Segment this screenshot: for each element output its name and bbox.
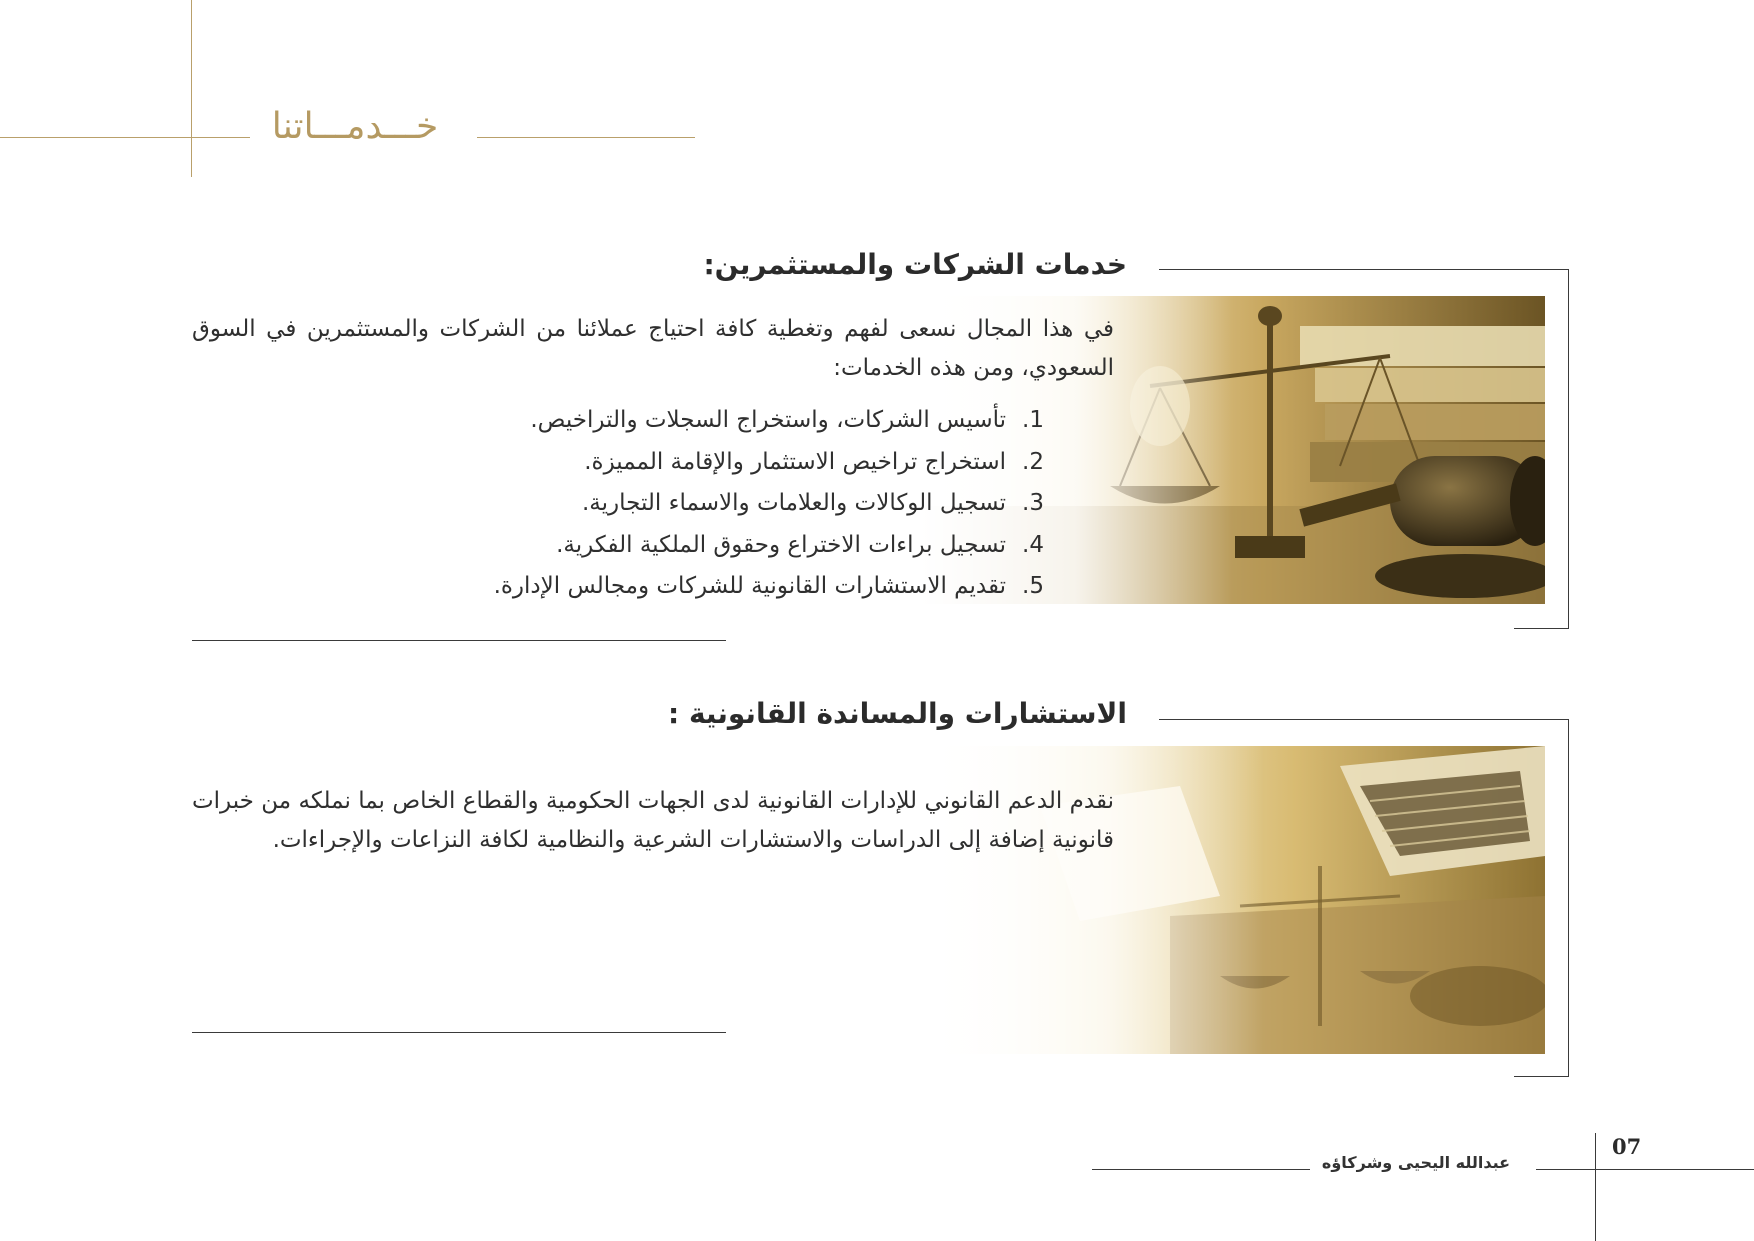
section2-title-rule: [1159, 719, 1569, 720]
page-number: 07: [1612, 1134, 1642, 1159]
list-item: [494, 400, 1044, 442]
page-heading: خـــدمـــاتنا: [271, 106, 439, 147]
section1-bottom-rule: [192, 640, 726, 641]
list-item: [494, 483, 1044, 525]
footer-vertical-rule: [1595, 1133, 1596, 1241]
section1-frame-bottom: [1514, 628, 1569, 629]
list-item-number: 3.: [1022, 490, 1044, 516]
section2-frame-vertical: [1568, 719, 1569, 1077]
section2-body: نقدم الدعم القانوني للإدارات القانونية لدى الجهات الحكومية والقطاع الخاص بما نملكه من خبرات قانونية إضافة إلى الدراسات والاستشارات الشرعية والنظامية لكافة النزاعات والإجراءات.: [192, 788, 1114, 853]
section1-title-rule: [1159, 269, 1569, 270]
header-vertical-rule: [191, 0, 192, 177]
list-item-text: تسجيل الوكالات والعلامات والاسماء التجارية.: [581, 490, 1006, 516]
list-item-text: تقديم الاستشارات القانونية للشركات ومجالس الإدارة.: [493, 573, 1006, 599]
list-item: [494, 566, 1044, 608]
footer-rule-right: [1536, 1169, 1754, 1170]
list-item-text: تسجيل براءات الاختراع وحقوق الملكية الفكرية.: [556, 531, 1006, 558]
footer-rule-left: [1092, 1169, 1310, 1170]
section1-title: خدمات الشركات والمستثمرين:: [703, 248, 1127, 281]
section1-services-list: [494, 400, 1044, 608]
firm-name-logo: عبدالله اليحيى وشركاؤه: [1321, 1153, 1511, 1172]
list-item: [494, 442, 1044, 484]
section1-frame-vertical: [1568, 269, 1569, 629]
list-item-text: استخراج تراخيص الاستثمار والإقامة المميزة.: [584, 448, 1006, 475]
list-item-number: 4.: [1022, 531, 1044, 558]
list-item-number: 1.: [1022, 407, 1044, 433]
list-item: [494, 525, 1044, 567]
section2-title: الاستشارات والمساندة القانونية :: [668, 697, 1127, 730]
list-item-text: تأسيس الشركات، واستخراج السجلات والتراخيص.: [530, 407, 1006, 433]
section1-intro: في هذا المجال نسعى لفهم وتغطية كافة احتياج عملائنا من الشركات والمستثمرين في السوق السعودي، ومن هذه الخدمات:: [192, 316, 1114, 381]
section2-bottom-rule: [192, 1032, 726, 1033]
list-item-number: 2.: [1022, 448, 1044, 475]
header-rule-left: [0, 137, 250, 138]
header-rule-right: [477, 137, 695, 138]
list-item-number: 5.: [1022, 573, 1044, 599]
section2-frame-bottom: [1514, 1076, 1569, 1077]
